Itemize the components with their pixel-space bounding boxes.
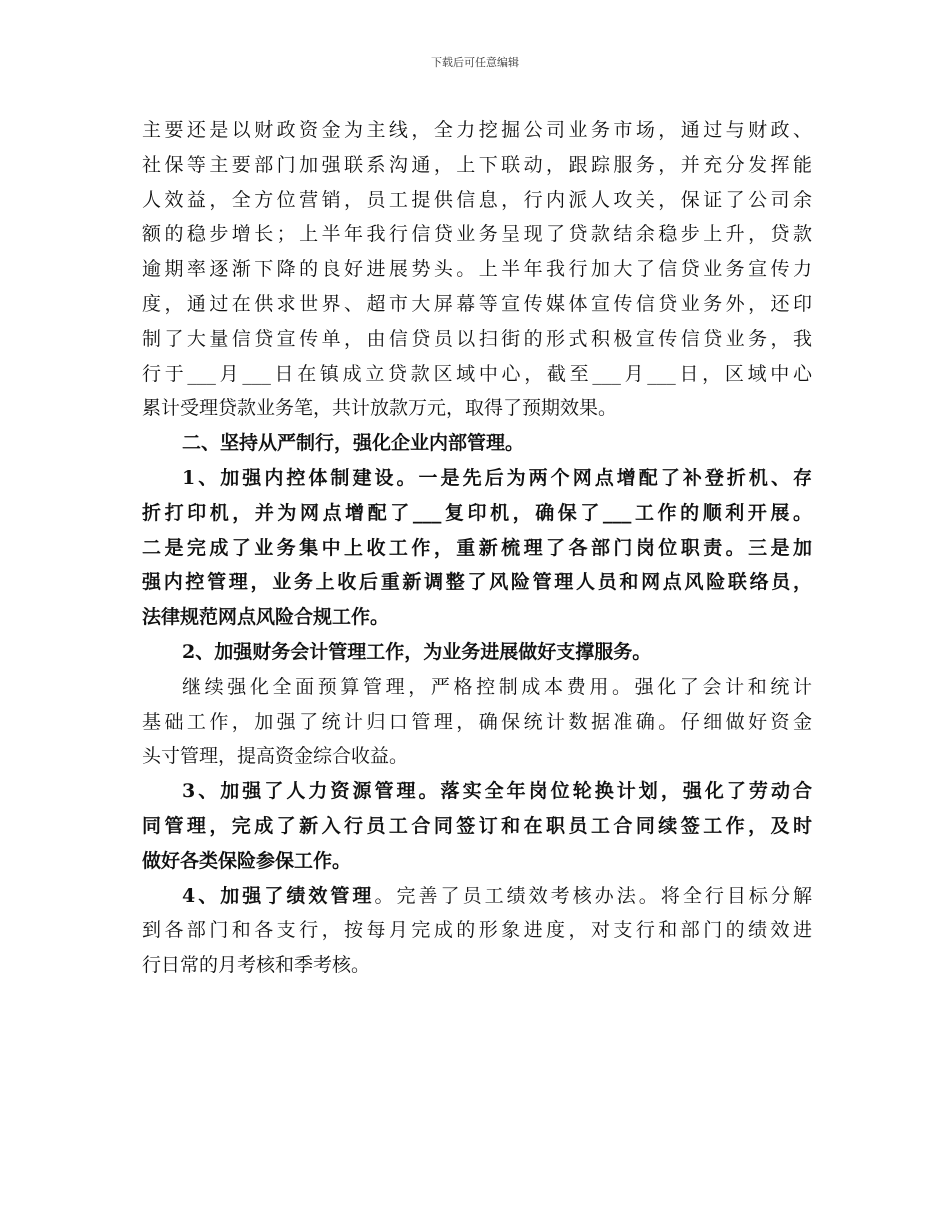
text-line: 行日常的月考核和季考核。 (142, 954, 371, 977)
text-line: 基础工作，加强了统计归口管理，确保统计数据准确。仔细做好资金 (142, 710, 812, 733)
text-line: 强内控管理，业务上收后重新调整了风险管理人员和网点风险联络员， (142, 571, 812, 594)
text-line: 额的稳步增长；上半年我行信贷业务呈现了贷款结余稳步上升，贷款 (142, 223, 812, 246)
paragraph-internal-control (142, 461, 812, 635)
text-line: 到各部门和各支行，按每月完成的形象进度，对支行和部门的绩效进 (142, 919, 812, 942)
text-line: 做好各类保险参保工作。 (142, 849, 352, 872)
document-body (142, 113, 812, 983)
text-line: 累计受理贷款业务笔，共计放款万元，取得了预期效果。 (142, 397, 618, 420)
text-line: 主要还是以财政资金为主线，全力挖掘公司业务市场，通过与财政、 (142, 119, 812, 141)
text-line: 继续强化全面预算管理，严格控制成本费用。强化了会计和统计 (182, 675, 812, 698)
paragraph-funds-credit (142, 113, 812, 426)
paragraph-hr (142, 774, 812, 878)
text-line: 3、加强了人力资源管理。落实全年岗位轮换计划，强化了劳动合 (182, 780, 812, 803)
section-heading: 二、坚持从严制行，强化企业内部管理。 (182, 432, 525, 455)
text-line: 头寸管理，提高资金综合收益。 (142, 745, 409, 768)
text-line: 二是完成了业务集中上收工作，重新梳理了各部门岗位职责。三是加 (142, 536, 812, 559)
paragraph-budget (142, 670, 812, 774)
lead-bold-text: 4、加强了绩效管理 (182, 884, 375, 907)
text-line: 法律规范网点风险合规工作。 (142, 606, 390, 629)
text-line: 折打印机，并为网点增配了___复印机，确保了___工作的顺利开展。 (142, 501, 812, 524)
text-line: 社保等主要部门加强联系沟通，上下联动，跟踪服务，并充分发挥能 (142, 153, 812, 176)
subheading-finance: 2、加强财务会计管理工作，为业务进展做好支撑服务。 (182, 640, 652, 663)
text-line: 制了大量信贷宣传单，由信贷员以扫街的形式积极宣传信贷业务，我 (142, 327, 812, 350)
text-line: 同管理，完成了新入行员工合同签订和在职员工合同续签工作，及时 (142, 814, 812, 837)
text-line: 行于___月___日在镇成立贷款区域中心，截至___月___日，区域中心 (142, 362, 812, 385)
lead-rest-text: 。完善了员工绩效考核办法。将全行目标分解 (374, 884, 812, 907)
text-line: 1、加强内控体制建设。一是先后为两个网点增配了补登折机、存 (182, 466, 812, 489)
paragraph-performance (142, 879, 812, 983)
page-header: 下载后可任意编辑 (431, 56, 519, 69)
text-line: 度，通过在供求世界、超市大屏幕等宣传媒体宣传信贷业务外，还印 (142, 292, 812, 315)
text-line (142, 879, 812, 914)
text-line: 逾期率逐渐下降的良好进展势头。上半年我行加大了信贷业务宣传力 (142, 258, 812, 281)
text-line: 人效益，全方位营销，员工提供信息，行内派人攻关，保证了公司余 (142, 188, 812, 211)
